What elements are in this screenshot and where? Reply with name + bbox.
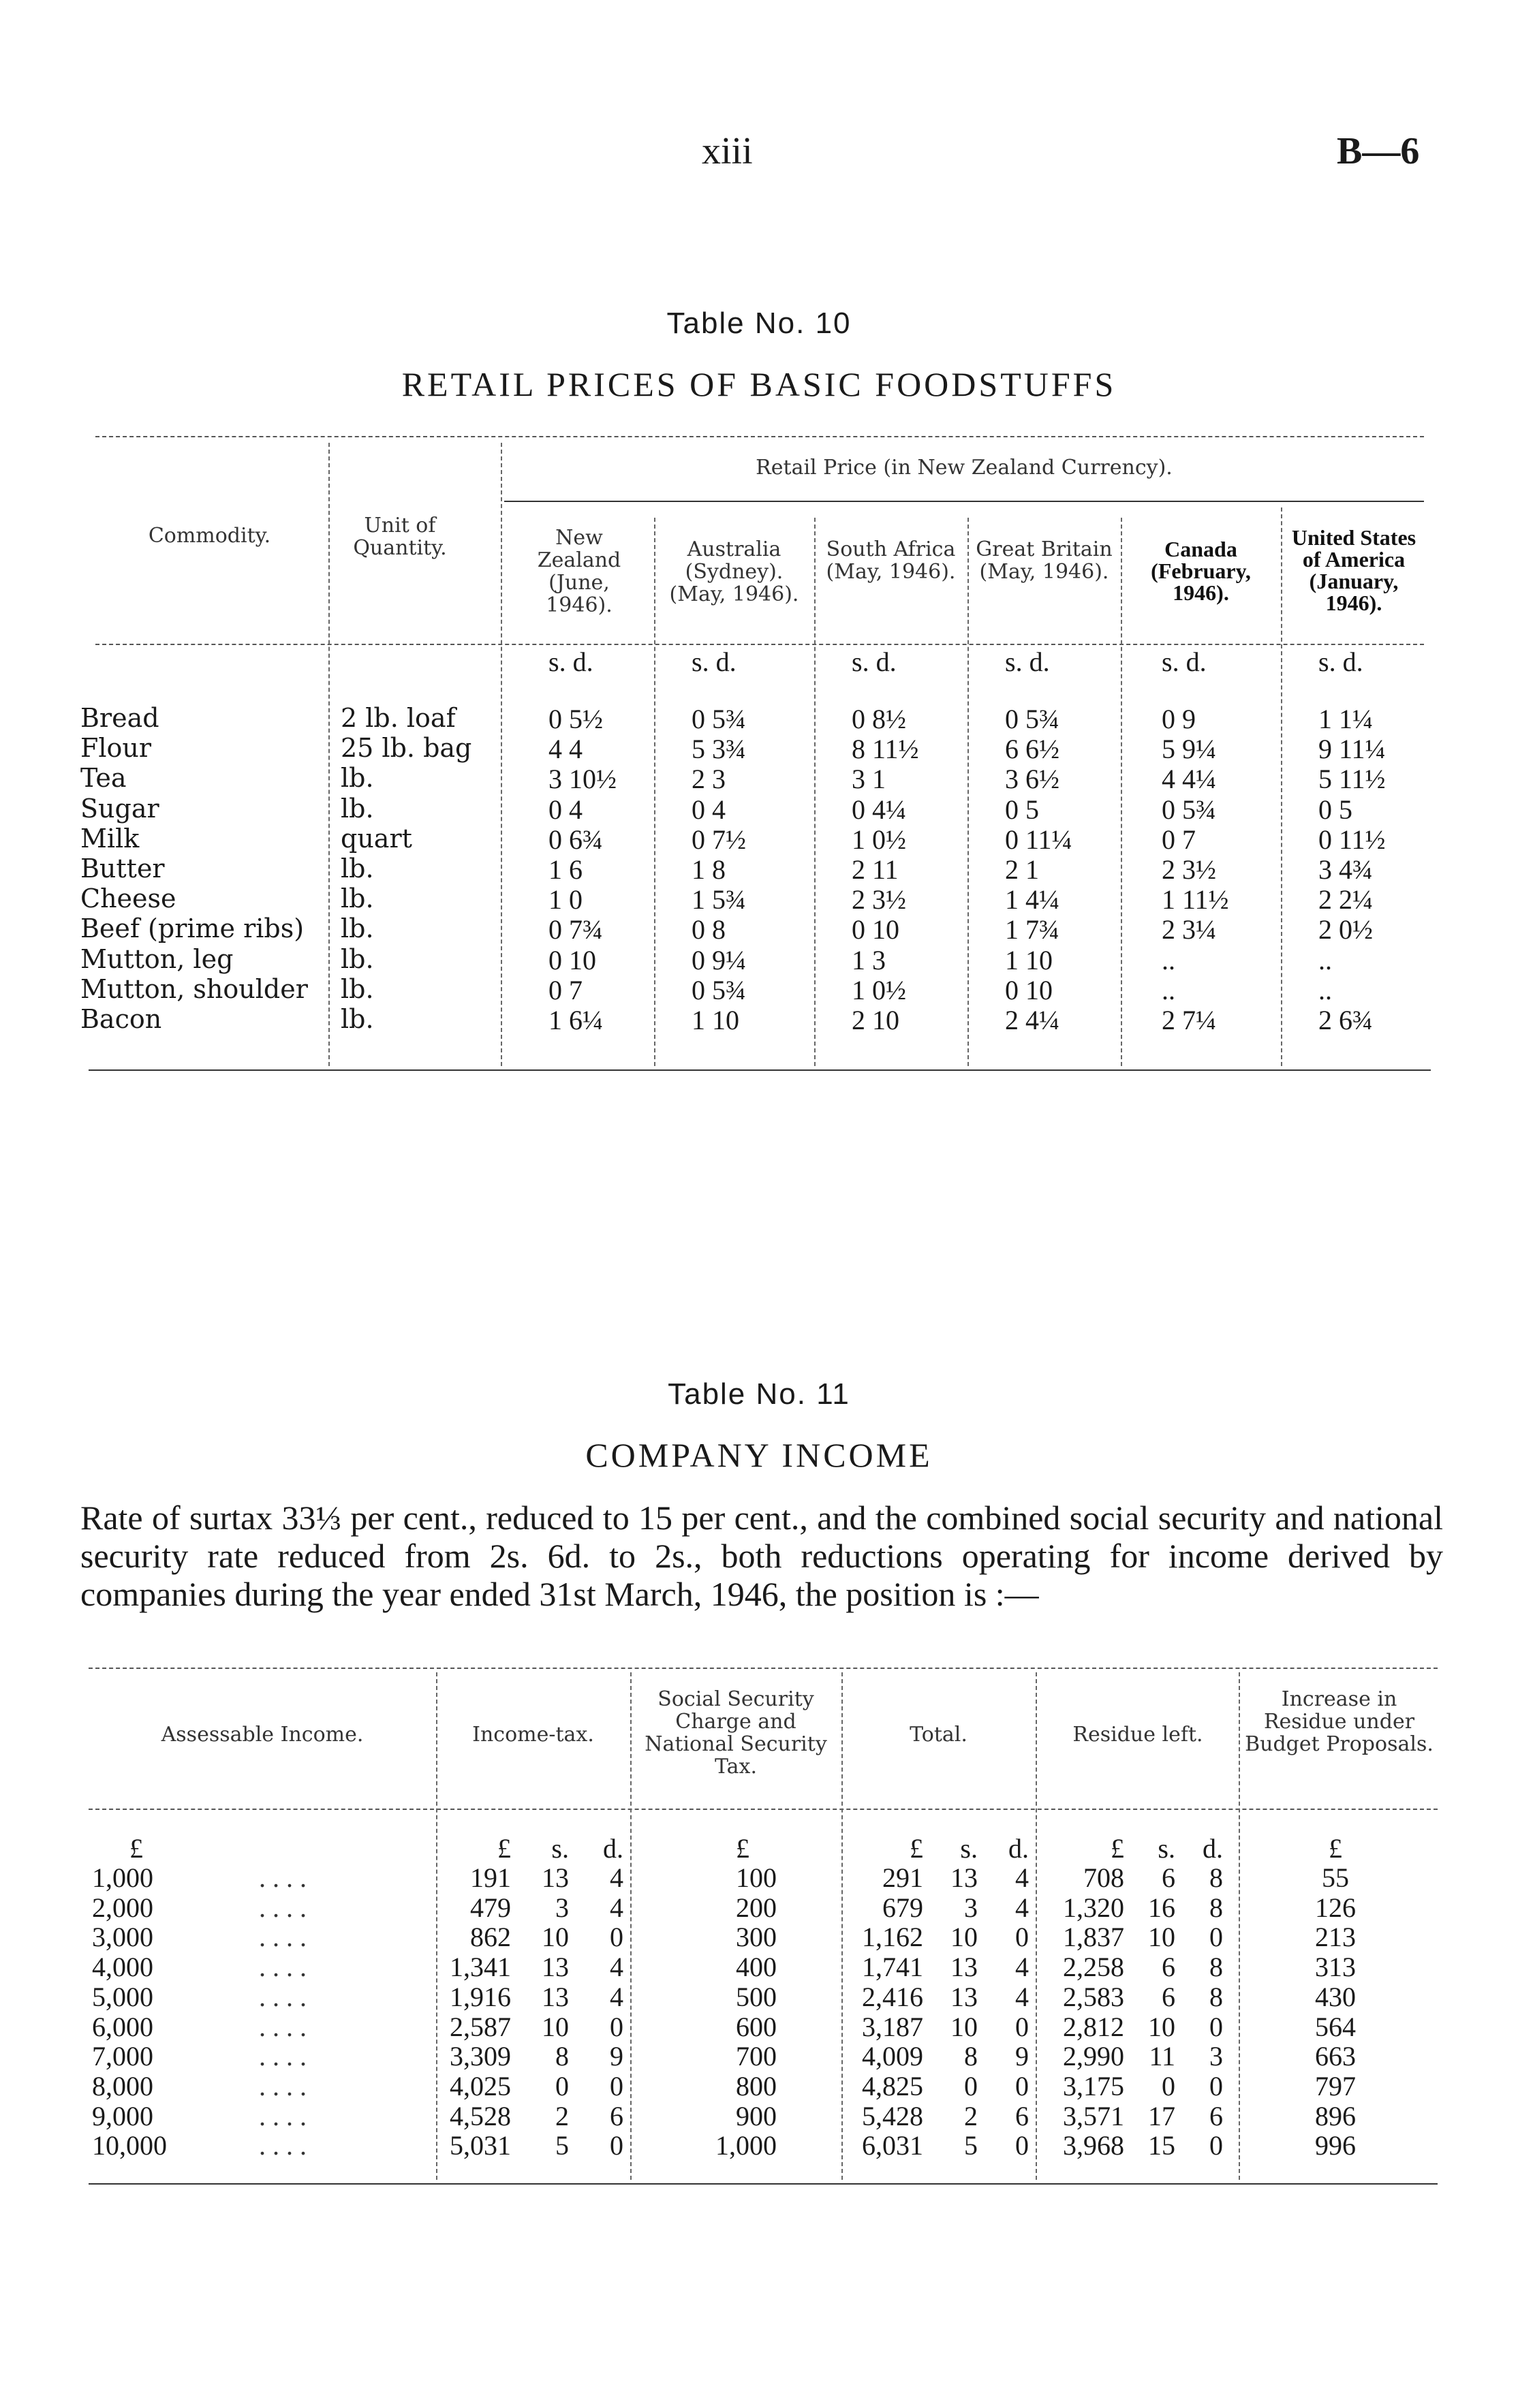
unit-of-quantity: lb.	[341, 944, 374, 974]
total-value: 5	[964, 2130, 978, 2161]
assessable-income: 9,000	[92, 2101, 153, 2131]
lsd-unit-label: s.	[551, 1833, 569, 1864]
total-value: 13	[950, 1952, 978, 1982]
price-cell: 3 4¾	[1318, 854, 1373, 885]
price-unit-label: s. d.	[1162, 646, 1207, 677]
total-value: 5,428	[862, 2101, 923, 2131]
residue-value: 6	[1162, 1952, 1175, 1982]
income-tax-value: 13	[542, 1862, 569, 1893]
commodity-name: Cheese	[80, 884, 176, 913]
price-cell: ..	[1162, 945, 1175, 975]
price-cell: 2 4¼	[1005, 1005, 1059, 1035]
total-value: 4	[1015, 1952, 1029, 1982]
page-number: xiii	[702, 130, 753, 172]
residue-value: 8	[1209, 1952, 1223, 1982]
price-unit-label: s. d.	[548, 646, 593, 677]
unit-of-quantity: 25 lb. bag	[341, 733, 472, 763]
income-tax-value: 479	[470, 1892, 511, 1923]
income-tax-header: Income-tax.	[472, 1723, 594, 1747]
price-cell: 0 11½	[1318, 824, 1386, 855]
income-tax-value: 2	[555, 2101, 569, 2131]
price-cell: 0 7	[1162, 824, 1196, 855]
residue-value: 2,583	[1063, 1982, 1124, 2012]
retail-price-group-header: Retail Price (in New Zealand Currency).	[756, 456, 1173, 480]
social-security-value: 700	[736, 2041, 777, 2071]
residue-value: 3	[1209, 2041, 1223, 2071]
income-tax-value: 1,916	[450, 1982, 511, 2012]
commodity-name: Butter	[80, 854, 165, 884]
lsd-unit-label: £	[910, 1833, 923, 1864]
residue-value: 0	[1209, 1922, 1223, 1952]
price-cell: 0 10	[1005, 975, 1053, 1005]
price-cell: 0 9¼	[692, 945, 746, 975]
commodity-column-header: Commodity.	[148, 524, 271, 548]
income-tax-value: 0	[555, 2071, 569, 2101]
total-value: 4,825	[862, 2071, 923, 2101]
leader-dots: . . . .	[259, 1892, 307, 1923]
increase-value: 896	[1315, 2101, 1356, 2131]
unit-of-quantity: lb.	[341, 854, 374, 884]
price-cell: 1 3	[852, 945, 886, 975]
price-cell: 2 11	[852, 854, 899, 885]
unit-of-quantity: lb.	[341, 794, 374, 824]
total-value: 291	[882, 1862, 923, 1893]
price-cell: ..	[1318, 945, 1332, 975]
price-cell: 1 11½	[1162, 884, 1229, 915]
price-cell: 0 4¼	[852, 794, 906, 825]
residue-value: 0	[1209, 2130, 1223, 2161]
price-cell: 2 3½	[852, 884, 906, 915]
price-cell: 2 2¼	[1318, 884, 1373, 915]
table11-intro-paragraph: Rate of surtax 33⅓ per cent., reduced to 15 per cent., and the combined social security and national security rate reduced from 2s. 6d. to 2s., both reductions operating for income derived by companies during the year ended 31st March, 1946, the position is :—	[80, 1499, 1443, 1613]
total-value: 0	[1015, 2130, 1029, 2161]
price-cell: 1 5¾	[692, 884, 746, 915]
total-value: 13	[950, 1982, 978, 2012]
income-tax-value: 2,587	[450, 2012, 511, 2042]
income-tax-value: 0	[610, 2130, 623, 2161]
page-reference: B—6	[1337, 130, 1420, 172]
income-tax-value: 10	[542, 2012, 569, 2042]
currency-unit-label: £	[736, 1833, 749, 1864]
social-security-value: 300	[736, 1922, 777, 1952]
price-cell: 2 7¼	[1162, 1005, 1216, 1035]
price-cell: 1 6	[548, 854, 583, 885]
lsd-unit-label: s.	[960, 1833, 978, 1864]
price-cell: 0 5	[1005, 794, 1039, 825]
price-cell: 0 5¾	[692, 704, 746, 734]
residue-value: 17	[1148, 2101, 1175, 2131]
unit-of-quantity: 2 lb. loaf	[341, 703, 456, 733]
total-value: 2,416	[862, 1982, 923, 2012]
commodity-name: Beef (prime ribs)	[80, 913, 305, 943]
income-tax-value: 191	[470, 1862, 511, 1893]
commodity-name: Mutton, shoulder	[80, 974, 308, 1004]
price-cell: 2 6¾	[1318, 1005, 1373, 1035]
residue-value: 6	[1209, 2101, 1223, 2131]
leader-dots: . . . .	[259, 2071, 307, 2101]
total-value: 3	[964, 1892, 978, 1923]
total-value: 10	[950, 2012, 978, 2042]
price-cell: 2 1	[1005, 854, 1039, 885]
country-header-new-zealand: New Zealand (June, 1946).	[537, 526, 621, 617]
income-tax-value: 3,309	[450, 2041, 511, 2071]
total-value: 2	[964, 2101, 978, 2131]
total-value: 679	[882, 1892, 923, 1923]
price-cell: ..	[1318, 975, 1332, 1005]
price-cell: 2 3¼	[1162, 914, 1216, 945]
price-cell: 3 1	[852, 764, 886, 794]
price-cell: 0 7½	[692, 824, 746, 855]
price-cell: 0 4	[692, 794, 726, 825]
total-value: 4	[1015, 1892, 1029, 1923]
residue-value: 2,812	[1063, 2012, 1124, 2042]
price-cell: 0 8	[692, 914, 726, 945]
residue-value: 3,571	[1063, 2101, 1124, 2131]
unit-of-quantity: lb.	[341, 763, 374, 793]
price-cell: 8 11½	[852, 734, 919, 764]
price-cell: 1 10	[692, 1005, 739, 1035]
assessable-income: 1,000	[92, 1862, 153, 1893]
price-cell: 1 0½	[852, 975, 906, 1005]
assessable-income: 10,000	[92, 2130, 167, 2161]
increase-value: 313	[1315, 1952, 1356, 1982]
price-cell: 2 10	[852, 1005, 899, 1035]
residue-value: 1,320	[1063, 1892, 1124, 1923]
residue-left-header: Residue left.	[1072, 1723, 1203, 1747]
commodity-name: Bread	[80, 703, 159, 733]
residue-value: 8	[1209, 1982, 1223, 2012]
increase-value: 126	[1315, 1892, 1356, 1923]
income-tax-value: 4	[610, 1862, 623, 1893]
income-tax-value: 0	[610, 2071, 623, 2101]
commodity-name: Mutton, leg	[80, 944, 234, 974]
total-value: 0	[1015, 1922, 1029, 1952]
total-value: 0	[1015, 2071, 1029, 2101]
price-cell: 5 3¾	[692, 734, 746, 764]
unit-of-quantity: lb.	[341, 974, 374, 1004]
price-cell: 0 5¾	[1005, 704, 1059, 734]
table11-label: Table No. 11	[668, 1377, 850, 1411]
assessable-income: 6,000	[92, 2012, 153, 2042]
total-value: 0	[964, 2071, 978, 2101]
lsd-unit-label: £	[1111, 1833, 1124, 1864]
social-security-value: 1,000	[715, 2130, 777, 2161]
price-cell: 9 11¼	[1318, 734, 1386, 764]
unit-of-quantity: lb.	[341, 913, 374, 943]
total-value: 1,741	[862, 1952, 923, 1982]
price-cell: ..	[1162, 975, 1175, 1005]
residue-value: 8	[1209, 1862, 1223, 1893]
commodity-name: Sugar	[80, 794, 159, 824]
commodity-name: Flour	[80, 733, 152, 763]
residue-value: 8	[1209, 1892, 1223, 1923]
price-cell: 0 5	[1318, 794, 1352, 825]
leader-dots: . . . .	[259, 1862, 307, 1893]
commodity-name: Bacon	[80, 1004, 162, 1034]
price-cell: 0 10	[852, 914, 899, 945]
increase-value: 55	[1322, 1862, 1349, 1893]
income-tax-value: 13	[542, 1982, 569, 2012]
total-value: 6,031	[862, 2130, 923, 2161]
price-cell: 0 10	[548, 945, 596, 975]
total-value: 4,009	[862, 2041, 923, 2071]
residue-value: 6	[1162, 1862, 1175, 1893]
income-tax-value: 0	[610, 2012, 623, 2042]
price-cell: 2 3	[692, 764, 726, 794]
social-security-value: 800	[736, 2071, 777, 2101]
total-value: 1,162	[862, 1922, 923, 1952]
commodity-name: Milk	[80, 824, 140, 854]
increase-value: 213	[1315, 1922, 1356, 1952]
price-unit-label: s. d.	[852, 646, 897, 677]
increase-residue-header: Increase in Residue under Budget Proposals.	[1245, 1687, 1434, 1756]
price-cell: 0 8½	[852, 704, 906, 734]
country-header-australia: Australia (Sydney). (May, 1946).	[669, 537, 799, 606]
residue-value: 11	[1149, 2041, 1175, 2071]
price-cell: 6 6½	[1005, 734, 1059, 764]
total-value: 0	[1015, 2012, 1029, 2042]
leader-dots: . . . .	[259, 2101, 307, 2131]
income-tax-value: 0	[610, 1922, 623, 1952]
income-tax-value: 3	[555, 1892, 569, 1923]
price-cell: 0 4	[548, 794, 583, 825]
income-tax-value: 4	[610, 1982, 623, 2012]
residue-value: 1,837	[1063, 1922, 1124, 1952]
leader-dots: . . . .	[259, 2012, 307, 2042]
total-value: 4	[1015, 1982, 1029, 2012]
income-tax-value: 4	[610, 1952, 623, 1982]
total-value: 8	[964, 2041, 978, 2071]
price-cell: 1 0½	[852, 824, 906, 855]
residue-value: 0	[1209, 2012, 1223, 2042]
table11-title: COMPANY INCOME	[585, 1436, 933, 1474]
income-tax-value: 4	[610, 1892, 623, 1923]
residue-value: 15	[1148, 2130, 1175, 2161]
country-header-usa: United States of America (January, 1946).	[1291, 525, 1416, 615]
price-cell: 1 4¼	[1005, 884, 1059, 915]
total-value: 6	[1015, 2101, 1029, 2131]
social-security-value: 600	[736, 2012, 777, 2042]
price-cell: 1 6¼	[548, 1005, 603, 1035]
assessable-income: 7,000	[92, 2041, 153, 2071]
price-cell: 4 4	[548, 734, 583, 764]
assessable-income-header: Assessable Income.	[161, 1723, 364, 1747]
leader-dots: . . . .	[259, 2130, 307, 2161]
residue-value: 10	[1148, 2012, 1175, 2042]
assessable-income: 2,000	[92, 1892, 153, 1923]
price-cell: 5 11½	[1318, 764, 1386, 794]
income-tax-value: 1,341	[450, 1952, 511, 1982]
residue-value: 3,968	[1063, 2130, 1124, 2161]
price-cell: 1 10	[1005, 945, 1053, 975]
price-cell: 2 0½	[1318, 914, 1373, 945]
price-cell: 0 7¾	[548, 914, 603, 945]
price-unit-label: s. d.	[1005, 646, 1050, 677]
increase-value: 663	[1315, 2041, 1356, 2071]
lsd-unit-label: d.	[1203, 1833, 1223, 1864]
income-tax-value: 5	[555, 2130, 569, 2161]
lsd-unit-label: d.	[603, 1833, 623, 1864]
residue-value: 2,990	[1063, 2041, 1124, 2071]
commodity-name: Tea	[80, 763, 127, 793]
total-value: 9	[1015, 2041, 1029, 2071]
price-cell: 1 8	[692, 854, 726, 885]
assessable-income: 8,000	[92, 2071, 153, 2101]
residue-value: 6	[1162, 1982, 1175, 2012]
price-cell: 3 6½	[1005, 764, 1059, 794]
residue-value: 2,258	[1063, 1952, 1124, 1982]
total-value: 3,187	[862, 2012, 923, 2042]
residue-value: 0	[1162, 2071, 1175, 2101]
price-unit-label: s. d.	[692, 646, 737, 677]
residue-value: 10	[1148, 1922, 1175, 1952]
income-tax-value: 6	[610, 2101, 623, 2131]
residue-value: 3,175	[1063, 2071, 1124, 2101]
total-value: 10	[950, 1922, 978, 1952]
unit-of-quantity: quart	[341, 824, 412, 854]
price-cell: 0 7	[548, 975, 583, 1005]
price-cell: 0 5½	[548, 704, 603, 734]
social-security-value: 200	[736, 1892, 777, 1923]
table10-label: Table No. 10	[666, 307, 852, 340]
leader-dots: . . . .	[259, 1952, 307, 1982]
price-cell: 0 5¾	[1162, 794, 1216, 825]
residue-value: 16	[1148, 1892, 1175, 1923]
lsd-unit-label: £	[497, 1833, 511, 1864]
increase-value: 797	[1315, 2071, 1356, 2101]
unit-of-quantity: lb.	[341, 884, 374, 913]
social-security-value: 400	[736, 1952, 777, 1982]
income-tax-value: 10	[542, 1922, 569, 1952]
social-security-value: 500	[736, 1982, 777, 2012]
assessable-income: 4,000	[92, 1952, 153, 1982]
unit-column-header: Unit of Quantity.	[353, 514, 447, 560]
leader-dots: . . . .	[259, 1982, 307, 2012]
increase-value: 430	[1315, 1982, 1356, 2012]
income-tax-value: 4,025	[450, 2071, 511, 2101]
income-tax-value: 5,031	[450, 2130, 511, 2161]
country-header-south-africa: South Africa (May, 1946).	[826, 537, 956, 584]
income-tax-value: 4,528	[450, 2101, 511, 2131]
price-cell: 3 10½	[548, 764, 617, 794]
price-cell: 1 0	[548, 884, 583, 915]
total-value: 4	[1015, 1862, 1029, 1893]
increase-value: 564	[1315, 2012, 1356, 2042]
price-cell: 0 6¾	[548, 824, 603, 855]
price-cell: 2 3½	[1162, 854, 1216, 885]
income-tax-value: 9	[610, 2041, 623, 2071]
assessable-income: 5,000	[92, 1982, 153, 2012]
currency-unit-label: £	[129, 1833, 143, 1864]
unit-of-quantity: lb.	[341, 1004, 374, 1034]
price-cell: 4 4¼	[1162, 764, 1216, 794]
price-cell: 0 9	[1162, 704, 1196, 734]
income-tax-value: 13	[542, 1952, 569, 1982]
leader-dots: . . . .	[259, 2041, 307, 2071]
table10-title: RETAIL PRICES OF BASIC FOODSTUFFS	[401, 365, 1117, 403]
country-header-canada: Canada (February, 1946).	[1151, 537, 1251, 605]
assessable-income: 3,000	[92, 1922, 153, 1952]
price-cell: 1 1¼	[1318, 704, 1373, 734]
country-header-great-britain: Great Britain (May, 1946).	[976, 537, 1113, 584]
social-security-header: Social Security Charge and National Security Tax.	[645, 1687, 827, 1779]
income-tax-value: 862	[470, 1922, 511, 1952]
social-security-value: 900	[736, 2101, 777, 2131]
currency-unit-label: £	[1329, 1833, 1342, 1864]
residue-value: 708	[1083, 1862, 1124, 1893]
leader-dots: . . . .	[259, 1922, 307, 1952]
income-tax-value: 8	[555, 2041, 569, 2071]
price-cell: 5 9¼	[1162, 734, 1216, 764]
price-cell: 1 7¾	[1005, 914, 1059, 945]
social-security-value: 100	[736, 1862, 777, 1893]
lsd-unit-label: s.	[1158, 1833, 1175, 1864]
price-unit-label: s. d.	[1318, 646, 1363, 677]
total-value: 13	[950, 1862, 978, 1893]
lsd-unit-label: d.	[1008, 1833, 1029, 1864]
residue-value: 0	[1209, 2071, 1223, 2101]
total-header: Total.	[910, 1723, 967, 1747]
price-cell: 0 5¾	[692, 975, 746, 1005]
increase-value: 996	[1315, 2130, 1356, 2161]
price-cell: 0 11¼	[1005, 824, 1072, 855]
